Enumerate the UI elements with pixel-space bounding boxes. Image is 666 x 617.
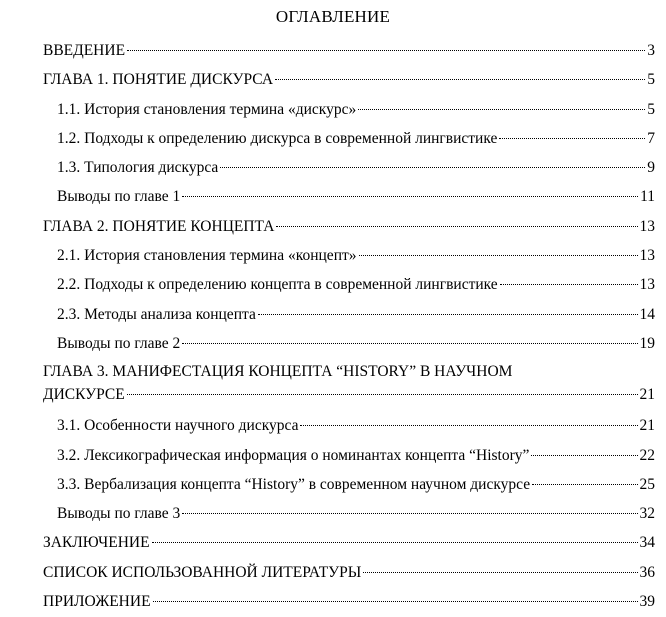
- toc-entry-introduction[interactable]: [43, 36, 655, 65]
- dot-leader: [359, 255, 638, 256]
- toc-entry-page: 36: [639, 563, 655, 581]
- toc-entry-section-3-2[interactable]: [43, 441, 655, 470]
- toc-entry-label: Выводы по главе 2: [57, 334, 181, 352]
- dot-leader: [258, 314, 638, 315]
- toc-entry-page: 19: [639, 334, 655, 352]
- toc-entry-page: 39: [639, 593, 655, 611]
- toc-entry-page: 13: [639, 217, 655, 235]
- toc-entry-conclusions-3[interactable]: [43, 499, 655, 528]
- dot-leader: [363, 572, 637, 573]
- toc-entry-label: 2.3. Методы анализа концепта: [57, 305, 256, 323]
- dot-leader: [300, 425, 637, 426]
- toc-entry-page: 11: [640, 188, 655, 206]
- toc-entry-chapter-1[interactable]: [43, 65, 655, 94]
- toc-entry-line2: [43, 383, 655, 407]
- toc-entry-label: 1.1. История становления термина «дискурс»: [57, 100, 357, 118]
- toc-entry-label: 3.3. Вербализация концепта “History” в современном научном дискурсе: [57, 475, 531, 493]
- toc-entry-references[interactable]: [43, 558, 655, 587]
- toc-entry-conclusions-1[interactable]: [43, 182, 655, 211]
- toc-entry-label: 1.2. Подходы к определению дискурса в современной лингвистике: [57, 129, 498, 147]
- toc-entry-label: ВВЕДЕНИЕ: [43, 42, 126, 59]
- toc-entry-section-1-3[interactable]: [43, 153, 655, 182]
- toc-entry-label: 3.2. Лексикографическая информация о номинантах концепта “History”: [57, 446, 530, 464]
- toc-entry-conclusion[interactable]: [43, 528, 655, 557]
- toc-entry-label: СПИСОК ИСПОЛЬЗОВАННОЙ ЛИТЕРАТУРЫ: [43, 563, 362, 581]
- toc-entry-label: ГЛАВА 1. ПОНЯТИЕ ДИСКУРСА: [43, 71, 274, 89]
- dot-leader: [182, 513, 637, 514]
- toc-entry-label: 1.3. Типология дискурса: [57, 159, 219, 177]
- toc-entry-label: ГЛАВА 2. ПОНЯТИЕ КОНЦЕПТА: [43, 217, 275, 235]
- toc-entry-label: ЗАКЛЮЧЕНИЕ: [43, 534, 150, 552]
- toc-entry-page: 7: [647, 129, 655, 147]
- dot-leader: [152, 542, 638, 543]
- dot-leader: [500, 284, 638, 285]
- toc-entry-page: 34: [639, 534, 655, 552]
- toc-title: ОГЛАВЛЕНИЕ: [275, 7, 391, 26]
- toc-entry-section-1-2[interactable]: [43, 124, 655, 153]
- toc-entry-page: 14: [639, 305, 655, 323]
- toc-entry-page: 3: [647, 42, 655, 59]
- dot-leader: [276, 226, 637, 227]
- toc-entry-page: 32: [639, 505, 655, 523]
- toc-entry-section-2-1[interactable]: [43, 241, 655, 270]
- toc-entry-conclusions-2[interactable]: [43, 329, 655, 358]
- toc-entry-page: 5: [647, 71, 655, 89]
- toc-entry-section-2-3[interactable]: [43, 300, 655, 329]
- toc-entry-label: Выводы по главе 1: [57, 188, 181, 206]
- toc-list: [43, 36, 655, 616]
- dot-leader: [532, 484, 637, 485]
- toc-entry-label: 2.1. История становления термина «концепт»: [57, 247, 357, 265]
- toc-entry-label: 3.1. Особенности научного дискурса: [57, 417, 299, 435]
- toc-entry-page: 5: [647, 100, 655, 118]
- dot-leader: [220, 167, 645, 168]
- toc-entry-page: 9: [647, 159, 655, 177]
- dot-leader: [499, 138, 645, 139]
- toc-entry-appendix[interactable]: [43, 587, 655, 616]
- toc-entry-page: 13: [639, 276, 655, 294]
- toc-entry-section-2-2[interactable]: [43, 270, 655, 299]
- toc-entry-page: 22: [639, 446, 655, 464]
- toc-entry-page: 25: [639, 475, 655, 493]
- toc-entry-page: 21: [639, 386, 655, 404]
- dot-leader: [531, 455, 637, 456]
- toc-entry-section-1-1[interactable]: [43, 95, 655, 124]
- dot-leader: [275, 79, 645, 80]
- toc-entry-label: ПРИЛОЖЕНИЕ: [43, 593, 151, 611]
- toc-entry-label: 2.2. Подходы к определению концепта в современной лингвистике: [57, 276, 498, 294]
- toc-entry-label: Выводы по главе 3: [57, 505, 181, 523]
- toc-entry-section-3-3[interactable]: [43, 470, 655, 499]
- dot-leader: [153, 601, 638, 602]
- dot-leader: [358, 109, 645, 110]
- toc-entry-page: 21: [639, 417, 655, 435]
- toc-entry-page: 13: [639, 247, 655, 265]
- dot-leader: [182, 196, 638, 197]
- toc-entry-chapter-3[interactable]: [43, 361, 655, 411]
- toc-entry-label-line1: ГЛАВА 3. МАНИФЕСТАЦИЯ КОНЦЕПТА “HISTORY” В НАУЧНОМ: [43, 363, 513, 381]
- toc-entry-label-line2: ДИСКУРСЕ: [43, 386, 125, 404]
- toc-entry-section-3-1[interactable]: [43, 411, 655, 440]
- toc-entry-chapter-2[interactable]: [43, 212, 655, 241]
- dot-leader: [127, 394, 638, 395]
- dot-leader: [182, 343, 637, 344]
- dot-leader: [127, 50, 645, 51]
